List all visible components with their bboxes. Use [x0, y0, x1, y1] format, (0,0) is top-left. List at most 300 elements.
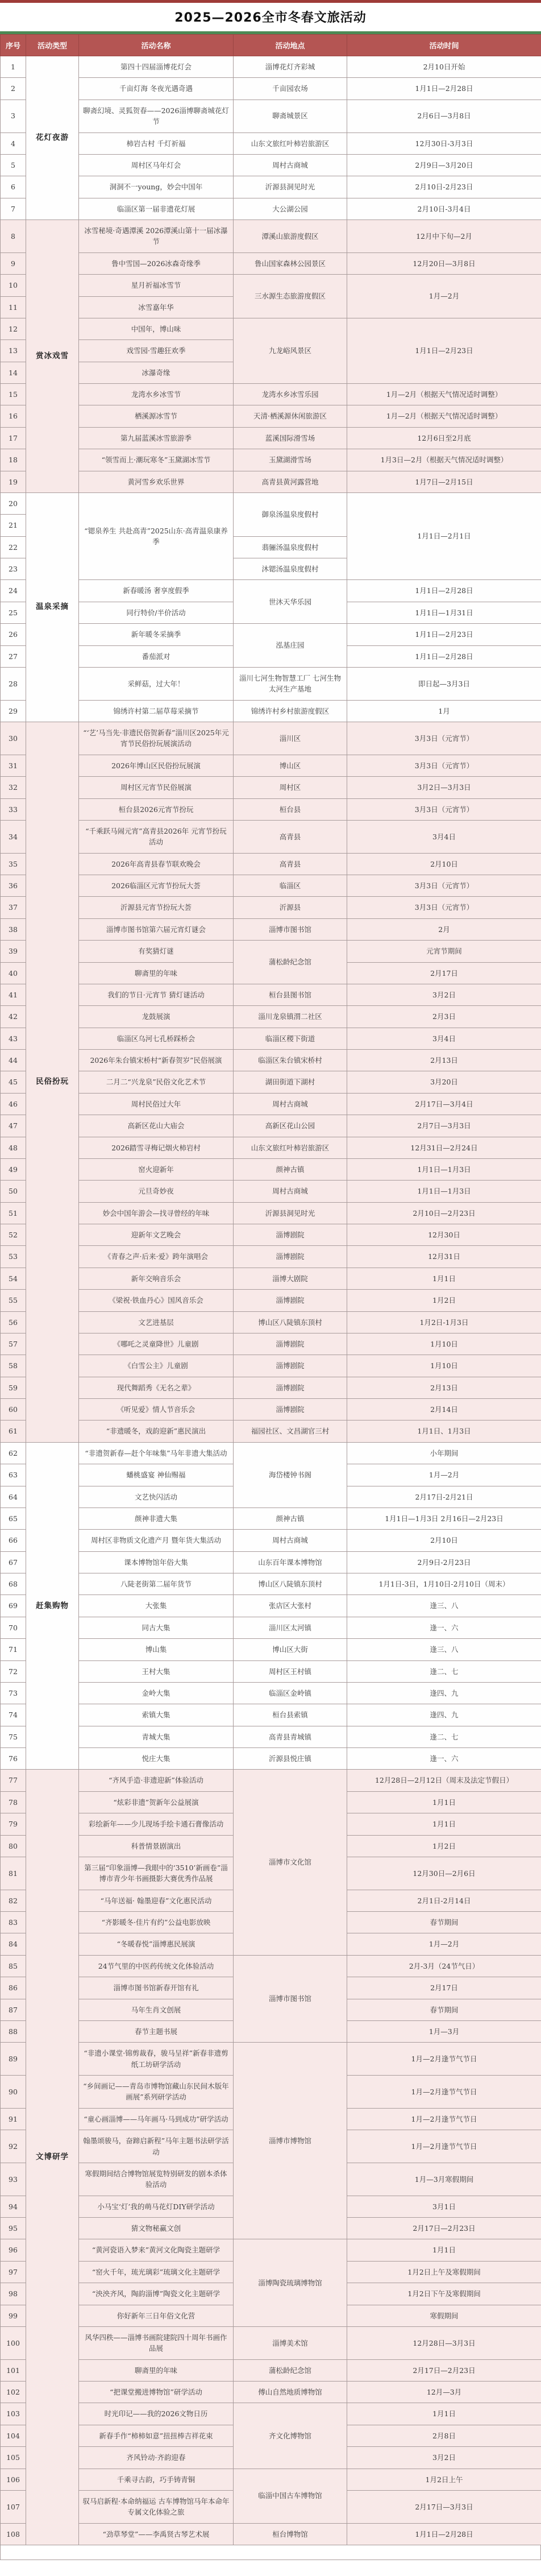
- activity-name-cell: 2026临淄区元宵节扮玩大荟: [79, 875, 234, 897]
- activity-location-cell: 淄川区: [234, 722, 347, 755]
- row-number-cell: 87: [1, 1999, 26, 2020]
- table-row: [1, 176, 541, 198]
- table-row: [1, 2382, 541, 2403]
- activity-name-cell: 高新区花山大庙会: [79, 1115, 234, 1137]
- activity-time-cell: 2月7日—3月3日: [347, 1115, 541, 1137]
- activity-time-cell: 逢三、八: [347, 1595, 541, 1617]
- activity-name-cell: 文艺进基层: [79, 1311, 234, 1333]
- table-row: [1, 449, 541, 471]
- activity-name-cell: “千乘跃马闹元宵”高青县2026年 元宵节扮玩活动: [79, 820, 234, 853]
- activity-name-cell: 悦庄大集: [79, 1748, 234, 1770]
- activity-location-cell: 淄博市博物馆: [234, 2043, 347, 2239]
- table-row: [1, 897, 541, 918]
- table-row: [1, 1290, 541, 1311]
- table-row: [1, 78, 541, 100]
- row-number-cell: 21: [1, 515, 26, 536]
- table-row: [1, 2403, 541, 2425]
- row-number-cell: 55: [1, 1290, 26, 1311]
- row-number-cell: 24: [1, 580, 26, 602]
- activity-location-cell: 周村区王村镇: [234, 1660, 347, 1682]
- activity-time-cell: 1月: [347, 700, 541, 722]
- activity-location-cell: 淄川七河生物智慧工厂 七河生物太河生产基地: [234, 667, 347, 700]
- activity-name-cell: “马年送福· 翰墨迎春”文化惠民活动: [79, 1890, 234, 1911]
- table-row: [1, 1355, 541, 1377]
- activity-time-cell: 1月—2月（根据天气情况适时调整）: [347, 405, 541, 427]
- activity-location-cell: 临淄中国古车博物馆: [234, 2469, 347, 2523]
- activity-time-cell: 1月—2月: [347, 275, 541, 318]
- activity-name-cell: 淄博市图书馆第六届元宵灯谜会: [79, 918, 234, 940]
- table-row: [1, 1137, 541, 1158]
- table-row: [1, 853, 541, 875]
- activity-location-cell: 傅山自然地质博物馆: [234, 2382, 347, 2403]
- row-number-cell: 35: [1, 853, 26, 875]
- row-number-cell: 19: [1, 471, 26, 492]
- activity-time-cell: 1月2日上午: [347, 2469, 541, 2490]
- activity-time-cell: 2月17日-2月21日: [347, 1486, 541, 1508]
- row-number-cell: 42: [1, 1006, 26, 1028]
- activity-name-cell: 千亩灯海 冬夜光遇奇遇: [79, 78, 234, 100]
- table-row: [1, 1050, 541, 1071]
- activity-time-cell: 12月30日-3月3日: [347, 132, 541, 154]
- row-number-cell: 57: [1, 1333, 26, 1355]
- activity-time-cell: 逢三、八: [347, 1639, 541, 1660]
- activity-time-cell: 逢二、七: [347, 1660, 541, 1682]
- activity-name-cell: 新春手作“柿柿如意”扭扭棒吉祥花束: [79, 2425, 234, 2446]
- activity-location-cell: 淄博剧院: [234, 1377, 347, 1398]
- activity-location-cell: 锦绣许村乡村旅游度假区: [234, 700, 347, 722]
- row-number-cell: 52: [1, 1224, 26, 1246]
- activity-name-cell: 新年暖冬采摘季: [79, 624, 234, 645]
- activity-name-cell: 马年生肖文创展: [79, 1999, 234, 2020]
- activity-time-cell: 寒假期间: [347, 2305, 541, 2326]
- activity-time-cell: 1月1日: [347, 1813, 541, 1835]
- activity-location-cell: 淄博剧院: [234, 1333, 347, 1355]
- row-number-cell: 85: [1, 1955, 26, 1977]
- row-number-cell: 82: [1, 1890, 26, 1911]
- row-number-cell: 2: [1, 78, 26, 100]
- activity-name-cell: 2026年高青县春节联欢晚会: [79, 853, 234, 875]
- table-row: [1, 1660, 541, 1682]
- activity-time-cell: 1月1日—2月28日: [347, 645, 541, 667]
- activity-location-cell: 泓基庄园: [234, 624, 347, 668]
- row-number-cell: 102: [1, 2382, 26, 2403]
- activity-time-cell: 2月10日-2月23日: [347, 176, 541, 198]
- row-number-cell: 1: [1, 56, 26, 78]
- activity-name-cell: “冬暖春悦”淄博惠民展演: [79, 1933, 234, 1955]
- activity-time-cell: 12月31日—2月24日: [347, 1137, 541, 1158]
- activity-name-cell: 同行特价/半价活动: [79, 602, 234, 623]
- table-row: [1, 1268, 541, 1289]
- table-row: [1, 1508, 541, 1529]
- activity-location-cell: 博山区八陡镇东顶村: [234, 1311, 347, 1333]
- row-number-cell: 75: [1, 1726, 26, 1747]
- activity-time-cell: 1月1日—1月31日: [347, 602, 541, 623]
- table-row: [1, 1202, 541, 1224]
- row-number-cell: 59: [1, 1377, 26, 1398]
- activity-name-cell: 第三届“印象淄博—我眼中的‘3510’新画卷”淄博市青少年书画摄影大赛优秀作品展: [79, 1857, 234, 1890]
- row-number-cell: 65: [1, 1508, 26, 1529]
- activity-time-cell: 1月1日—1月3日: [347, 1158, 541, 1180]
- row-number-cell: 98: [1, 2283, 26, 2305]
- activity-name-cell: “齐影暖冬·佳片有约”公益电影放映: [79, 1912, 234, 1933]
- activity-location-cell: 千亩园农场: [234, 78, 347, 100]
- activity-name-cell: “齐风手造·非遗迎新”体验活动: [79, 1770, 234, 1791]
- table-row: [1, 2043, 541, 2076]
- row-number-cell: 27: [1, 645, 26, 667]
- activity-name-cell: 蟠桃盛宴 神仙赐福: [79, 1464, 234, 1486]
- row-number-cell: 62: [1, 1442, 26, 1464]
- activity-location-cell: 鲁山国家森林公园景区: [234, 252, 347, 274]
- activity-name-cell: 2026踏雪寻梅记烟火柿岩村: [79, 1137, 234, 1158]
- table-row: [1, 777, 541, 798]
- row-number-cell: 20: [1, 492, 26, 514]
- activity-name-cell: 课本博物馆年俗大集: [79, 1551, 234, 1573]
- activity-time-cell: 1月—2月逢节气节日: [347, 2108, 541, 2130]
- table-row: [1, 1748, 541, 1770]
- activity-name-cell: 大张集: [79, 1595, 234, 1617]
- table-row: [1, 1006, 541, 1028]
- row-number-cell: 78: [1, 1791, 26, 1813]
- activity-name-cell: 窑火迎新年: [79, 1158, 234, 1180]
- activity-name-cell: 星月祈福冰雪节: [79, 275, 234, 296]
- activity-name-cell: 元旦奇妙夜: [79, 1181, 234, 1202]
- activity-name-cell: “非遗小课堂·锦剪裁春，骏马呈祥”新春非遗剪纸工坊研学活动: [79, 2043, 234, 2076]
- table-row: [1, 700, 541, 722]
- row-number-cell: 45: [1, 1071, 26, 1093]
- activity-location-cell: 周村古商城: [234, 1093, 347, 1115]
- activity-time-cell: 2月10日—2月23日: [347, 1202, 541, 1224]
- activity-name-cell: 迎新年文艺晚会: [79, 1224, 234, 1246]
- activity-time-cell: 1月2日上午及寒假期间: [347, 2261, 541, 2283]
- row-number-cell: 64: [1, 1486, 26, 1508]
- table-row: [1, 667, 541, 700]
- activity-time-cell: 12月中下旬—2月: [347, 220, 541, 253]
- activity-time-cell: 2月1日-2月14日: [347, 1890, 541, 1911]
- activity-name-cell: “炫彩非遗”贺新年公益展演: [79, 1791, 234, 1813]
- activity-time-cell: 1月1日—1月3日 2月16日—2月23日: [347, 1508, 541, 1529]
- activity-time-cell: 1月1日—2月23日: [347, 318, 541, 383]
- row-number-cell: 33: [1, 798, 26, 820]
- activity-time-cell: 1月10日: [347, 1333, 541, 1355]
- table-row: [1, 1420, 541, 1442]
- row-number-cell: 54: [1, 1268, 26, 1289]
- table-row: [1, 56, 541, 78]
- activity-location-cell: 淄博剧院: [234, 1224, 347, 1246]
- activity-time-cell: 3月2日: [347, 2447, 541, 2469]
- row-number-cell: 80: [1, 1835, 26, 1857]
- activity-location-cell: 桓台县: [234, 798, 347, 820]
- activity-location-cell: 淄博陶瓷琉璃博物馆: [234, 2239, 347, 2327]
- row-number-cell: 10: [1, 275, 26, 296]
- row-number-cell: 100: [1, 2326, 26, 2359]
- header-row: [1, 35, 541, 56]
- activity-location-cell: 福园社区、文昌湖官三村: [234, 1420, 347, 1442]
- activity-name-cell: 《哪吒之灵童降世》儿童剧: [79, 1333, 234, 1355]
- table-row: [1, 1770, 541, 1791]
- activity-time-cell: 12月20日—3月8日: [347, 252, 541, 274]
- activity-time-cell: 1月1日: [347, 1268, 541, 1289]
- row-number-cell: 43: [1, 1028, 26, 1049]
- row-number-cell: 61: [1, 1420, 26, 1442]
- activity-time-cell: 春节期间: [347, 1999, 541, 2020]
- activity-time-cell: 1月2日: [347, 1290, 541, 1311]
- activity-location-cell: 桓台博物馆: [234, 2523, 347, 2545]
- activity-location-cell: 高新区花山公园: [234, 1115, 347, 1137]
- row-number-cell: 56: [1, 1311, 26, 1333]
- row-number-cell: 60: [1, 1399, 26, 1420]
- activity-location-cell: 天清·栖溪源休闲旅游区: [234, 405, 347, 427]
- activity-location-cell: 玉黛湖滑雪场: [234, 449, 347, 471]
- table-row: [1, 1399, 541, 1420]
- row-number-cell: 105: [1, 2447, 26, 2469]
- activity-name-cell: 聊斋里的年味: [79, 2359, 234, 2381]
- row-number-cell: 88: [1, 2020, 26, 2042]
- row-number-cell: 9: [1, 252, 26, 274]
- table-row: [1, 492, 541, 514]
- header-activity-type: 活动类型: [26, 35, 79, 56]
- activity-time-cell: 1月1日、1月3日: [347, 1420, 541, 1442]
- row-number-cell: 107: [1, 2490, 26, 2523]
- activity-location-cell: 临淄区稷下街道: [234, 1028, 347, 1049]
- table-row: [1, 1246, 541, 1268]
- activity-time-cell: 1月1日: [347, 1791, 541, 1813]
- table-row: [1, 220, 541, 253]
- activity-name-cell: 淄博市图书馆新春开馆有礼: [79, 1977, 234, 1999]
- table-row: [1, 1551, 541, 1573]
- table-row: [1, 2359, 541, 2381]
- table-row: [1, 1028, 541, 1049]
- activity-name-cell: 栖溪源冰雪节: [79, 405, 234, 427]
- table-row: [1, 132, 541, 154]
- row-number-cell: 47: [1, 1115, 26, 1137]
- row-number-cell: 95: [1, 2218, 26, 2239]
- activity-location-cell: 博山区大街: [234, 1639, 347, 1660]
- activity-name-cell: 冰瀑奇缘: [79, 362, 234, 383]
- activity-name-cell: 聊斋幻境、灵狐贺春——2026淄博聊斋城花灯节: [79, 100, 234, 132]
- row-number-cell: 84: [1, 1933, 26, 1955]
- activity-location-cell: 蒲松龄纪念馆: [234, 2359, 347, 2381]
- activity-time-cell: 3月3日（元宵节）: [347, 875, 541, 897]
- activity-time-cell: 即日起—3月3日: [347, 667, 541, 700]
- activity-name-cell: “非遗暖冬，戏韵迎新”惠民演出: [79, 1420, 234, 1442]
- table-row: [1, 580, 541, 602]
- activity-name-cell: 桓台县2026元宵节扮玩: [79, 798, 234, 820]
- table-row: [1, 318, 541, 339]
- activity-location-cell: 龙湾水乡冰雪乐园: [234, 384, 347, 405]
- activity-name-cell: 二月二“兴龙泉”民俗文化艺术节: [79, 1071, 234, 1093]
- activity-name-cell: 千乘寻古韵，巧手铸青铜: [79, 2469, 234, 2490]
- table-row: [1, 1224, 541, 1246]
- activity-time-cell: 2月3日: [347, 1006, 541, 1028]
- activity-time-cell: 1月1日: [347, 2239, 541, 2261]
- row-number-cell: 67: [1, 1551, 26, 1573]
- activity-location-cell: 九龙峪风景区: [234, 318, 347, 383]
- activity-name-cell: “‘艺’马当先·非遗民俗贺新春”淄川区2025年元宵节民俗扮玩展演活动: [79, 722, 234, 755]
- activity-time-cell: 3月4日: [347, 820, 541, 853]
- row-number-cell: 90: [1, 2076, 26, 2109]
- row-number-cell: 76: [1, 1748, 26, 1770]
- row-number-cell: 37: [1, 897, 26, 918]
- activity-name-cell: 锦绣许村第二届草莓采摘节: [79, 700, 234, 722]
- activity-name-cell: 第四十四届淄博花灯会: [79, 56, 234, 78]
- table-row: [1, 1158, 541, 1180]
- activity-time-cell: 2月17日—2月23日: [347, 2218, 541, 2239]
- table-row: [1, 1955, 541, 1977]
- table-row: [1, 1704, 541, 1726]
- activity-name-cell: 沂源县元宵节扮玩大荟: [79, 897, 234, 918]
- activity-time-cell: 2月17日—3月4日: [347, 1093, 541, 1115]
- activity-name-cell: “把课堂搬进博物馆”研学活动: [79, 2382, 234, 2403]
- activity-location-cell: 沂源县: [234, 897, 347, 918]
- row-number-cell: 70: [1, 1617, 26, 1638]
- activity-time-cell: 2月8日: [347, 2425, 541, 2446]
- table-row: [1, 1595, 541, 1617]
- activity-name-cell: 周村区元宵节民俗展演: [79, 777, 234, 798]
- activity-location-cell: 沂源县洞见时光: [234, 176, 347, 198]
- activity-location-cell: 高青县: [234, 820, 347, 853]
- activity-name-cell: 科普情景剧演出: [79, 1835, 234, 1857]
- activity-name-cell: “乡间画记——青岛市博物馆藏山东民间木版年画展”系列研学活动: [79, 2076, 234, 2109]
- activity-time-cell: 1月1日—1月3日: [347, 1181, 541, 1202]
- row-number-cell: 6: [1, 176, 26, 198]
- row-number-cell: 93: [1, 2163, 26, 2196]
- activity-name-cell: “锶泉养生 共赴高青”2025山东·高青温泉康养季: [79, 492, 234, 580]
- activity-name-cell: 24节气里的中医药传统文化体验活动: [79, 1955, 234, 1977]
- activity-name-cell: 春节主题书展: [79, 2020, 234, 2042]
- activity-name-cell: 青城大集: [79, 1726, 234, 1747]
- row-number-cell: 89: [1, 2043, 26, 2076]
- activity-location-cell: 高青县青城镇: [234, 1726, 347, 1747]
- activity-time-cell: 逢一、六: [347, 1617, 541, 1638]
- table-row: [1, 100, 541, 132]
- activity-location-cell: 淄博市文化馆: [234, 1770, 347, 1955]
- activity-name-cell: 周村区马年灯会: [79, 154, 234, 176]
- row-number-cell: 68: [1, 1573, 26, 1595]
- row-number-cell: 51: [1, 1202, 26, 1224]
- row-number-cell: 58: [1, 1355, 26, 1377]
- activity-location-cell: 高青县黄河露营地: [234, 471, 347, 492]
- activity-location-cell: 海岱楼钟书阁: [234, 1442, 347, 1508]
- activity-time-cell: 3月2日—3月3日: [347, 777, 541, 798]
- row-number-cell: 22: [1, 536, 26, 558]
- activity-name-cell: 猜文物秘赢文创: [79, 2218, 234, 2239]
- activity-time-cell: 逢四、九: [347, 1682, 541, 1704]
- activity-time-cell: 2月6日—3月8日: [347, 100, 541, 132]
- activity-name-cell: 2026年博山区民俗扮玩展演: [79, 755, 234, 776]
- activity-time-cell: 1月1日-3日，1月10日-2月10日（周末）: [347, 1573, 541, 1595]
- table-row: [1, 154, 541, 176]
- row-number-cell: 92: [1, 2130, 26, 2163]
- activity-table: [0, 34, 541, 2545]
- activity-time-cell: 2月17日: [347, 1977, 541, 1999]
- activity-time-cell: 1月—3月寒假期间: [347, 2163, 541, 2196]
- activity-name-cell: 现代舞蹈秀《无名之辈》: [79, 1377, 234, 1398]
- table-row: [1, 384, 541, 405]
- row-number-cell: 86: [1, 1977, 26, 1999]
- activity-time-cell: 1月—2月逢节气节日: [347, 2130, 541, 2163]
- activity-name-cell: 冰雪嘉年华: [79, 296, 234, 318]
- activity-name-cell: 王村大集: [79, 1660, 234, 1682]
- row-number-cell: 38: [1, 918, 26, 940]
- table-row: [1, 427, 541, 449]
- activity-time-cell: 1月—2月（根据天气情况适时调整）: [347, 384, 541, 405]
- activity-location-cell: 淄川区太河镇: [234, 1617, 347, 1638]
- table-row: [1, 875, 541, 897]
- row-number-cell: 36: [1, 875, 26, 897]
- row-number-cell: 103: [1, 2403, 26, 2425]
- activity-time-cell: 12月—3月: [347, 2382, 541, 2403]
- activity-location-cell: 御泉汤温泉度假村: [234, 492, 347, 536]
- row-number-cell: 39: [1, 941, 26, 962]
- activity-location-cell: 临淄区金岭镇: [234, 1682, 347, 1704]
- activity-location-cell: 临淄区: [234, 875, 347, 897]
- activity-table-body: [1, 56, 541, 2545]
- activity-name-cell: “窑火千年，琉光璃彩”琉璃文化主题研学: [79, 2261, 234, 2283]
- row-number-cell: 97: [1, 2261, 26, 2283]
- activity-location-cell: 山东文旅红叶柿岩旅游区: [234, 1137, 347, 1158]
- activity-time-cell: 小年期间: [347, 1442, 541, 1464]
- table-row: [1, 755, 541, 776]
- activity-name-cell: 索镇大集: [79, 1704, 234, 1726]
- activity-time-cell: 1月1日: [347, 2403, 541, 2425]
- activity-time-cell: 12月30日: [347, 1224, 541, 1246]
- table-row: [1, 984, 541, 1005]
- activity-location-cell: 沐锶汤温泉度假村: [234, 558, 347, 580]
- category-cell: 温泉采摘: [26, 492, 79, 722]
- activity-time-cell: 3月3日（元宵节）: [347, 755, 541, 776]
- activity-name-cell: 黄河雪乡欢乐世界: [79, 471, 234, 492]
- activity-name-cell: “劲草琴堂”——李禹贤古琴艺术展: [79, 2523, 234, 2545]
- row-number-cell: 104: [1, 2425, 26, 2446]
- activity-name-cell: 柿岩古村 千灯祈福: [79, 132, 234, 154]
- activity-name-cell: 同古大集: [79, 1617, 234, 1638]
- row-number-cell: 13: [1, 340, 26, 362]
- activity-location-cell: 淄博大剧院: [234, 1268, 347, 1289]
- row-number-cell: 4: [1, 132, 26, 154]
- activity-name-cell: 中国年，博山味: [79, 318, 234, 339]
- table-row: [1, 2523, 541, 2545]
- row-number-cell: 14: [1, 362, 26, 383]
- row-number-cell: 5: [1, 154, 26, 176]
- table-row: [1, 2239, 541, 2261]
- activity-time-cell: 春节期间: [347, 1912, 541, 1933]
- activity-name-cell: 临淄区第一届非遗花灯展: [79, 198, 234, 220]
- activity-name-cell: 寒假期间结合博物馆展览特别研发的剧本杀体验活动: [79, 2163, 234, 2196]
- activity-time-cell: 12月28日—3月3日: [347, 2326, 541, 2359]
- category-cell: 赶集购物: [26, 1442, 79, 1770]
- activity-time-cell: 1月—2月: [347, 1464, 541, 1486]
- activity-name-cell: 彩绘新年——少儿现场手绘卡通石膏像活动: [79, 1813, 234, 1835]
- activity-time-cell: 1月2日下午及寒假期间: [347, 2283, 541, 2305]
- activity-location-cell: 淄川龙泉镇渭二社区: [234, 1006, 347, 1028]
- table-row: [1, 1181, 541, 1202]
- activity-time-cell: 2月13日: [347, 1377, 541, 1398]
- activity-time-cell: 12月31日: [347, 1246, 541, 1268]
- activity-name-cell: 戏雪园·雪趣狂欢季: [79, 340, 234, 362]
- row-number-cell: 79: [1, 1813, 26, 1835]
- activity-location-cell: 聊斋城景区: [234, 100, 347, 132]
- row-number-cell: 3: [1, 100, 26, 132]
- row-number-cell: 69: [1, 1595, 26, 1617]
- row-number-cell: 73: [1, 1682, 26, 1704]
- activity-time-cell: 1月7日—2月15日: [347, 471, 541, 492]
- table-bottom-empty-row: [0, 2545, 541, 2560]
- row-number-cell: 48: [1, 1137, 26, 1158]
- activity-time-cell: 1月—2月逢节气节日: [347, 2043, 541, 2076]
- activity-time-cell: 1月—2月: [347, 1933, 541, 1955]
- row-number-cell: 31: [1, 755, 26, 776]
- category-cell: 文博研学: [26, 1770, 79, 2545]
